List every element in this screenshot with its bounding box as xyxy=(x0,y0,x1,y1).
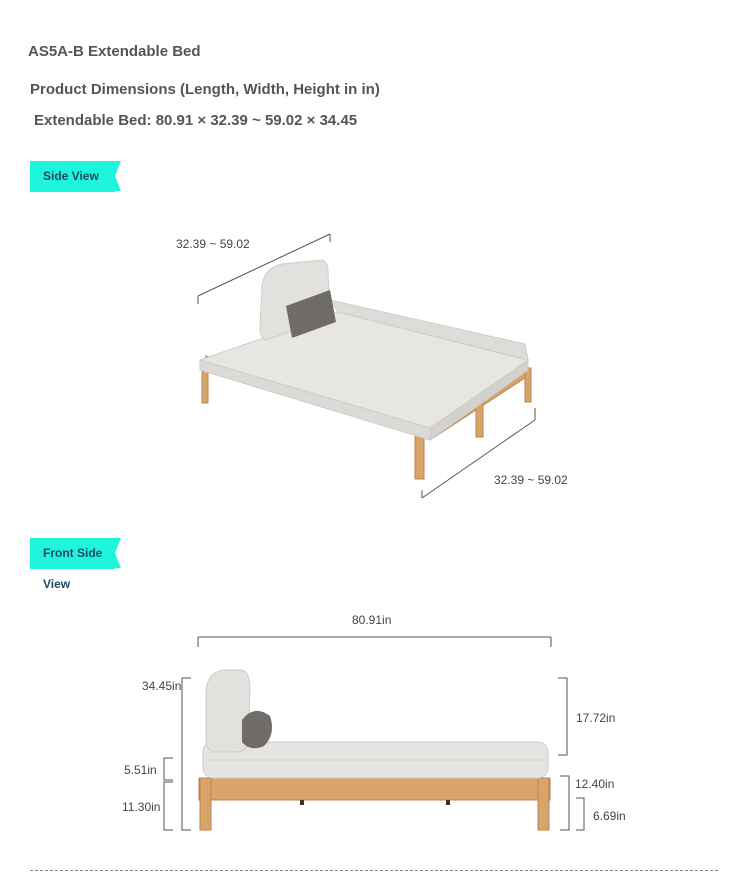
front-seat-height-label: 11.30in xyxy=(122,800,161,814)
dimensions-heading: Product Dimensions (Length, Width, Height in in) xyxy=(30,81,380,98)
side-view-tag: Side View xyxy=(30,161,115,192)
dimensions-text: Extendable Bed: 80.91 × 32.39 ~ 59.02 × 34.45 xyxy=(34,112,358,129)
front-frame-height-label: 12.40in xyxy=(575,777,615,791)
front-total-height-label: 34.45in xyxy=(142,679,182,693)
front-length-label: 80.91in xyxy=(352,613,392,627)
side-top-width-label: 32.39 ~ 59.02 xyxy=(176,237,250,251)
product-title: AS5A-B Extendable Bed xyxy=(28,43,201,60)
front-side-view-tag: Front Side View xyxy=(30,538,115,569)
front-length-dimension-line xyxy=(198,637,551,647)
front-left-height-brackets xyxy=(164,678,191,830)
side-bottom-width-label: 32.39 ~ 59.02 xyxy=(494,473,568,487)
front-leg-height-label: 6.69in xyxy=(593,809,626,823)
front-right-height-brackets xyxy=(558,678,584,830)
footer-divider xyxy=(30,870,718,871)
front-wood-frame xyxy=(199,778,550,830)
front-cushion-height-label: 5.51in xyxy=(124,763,157,777)
front-back-height-label: 17.72in xyxy=(576,711,616,725)
